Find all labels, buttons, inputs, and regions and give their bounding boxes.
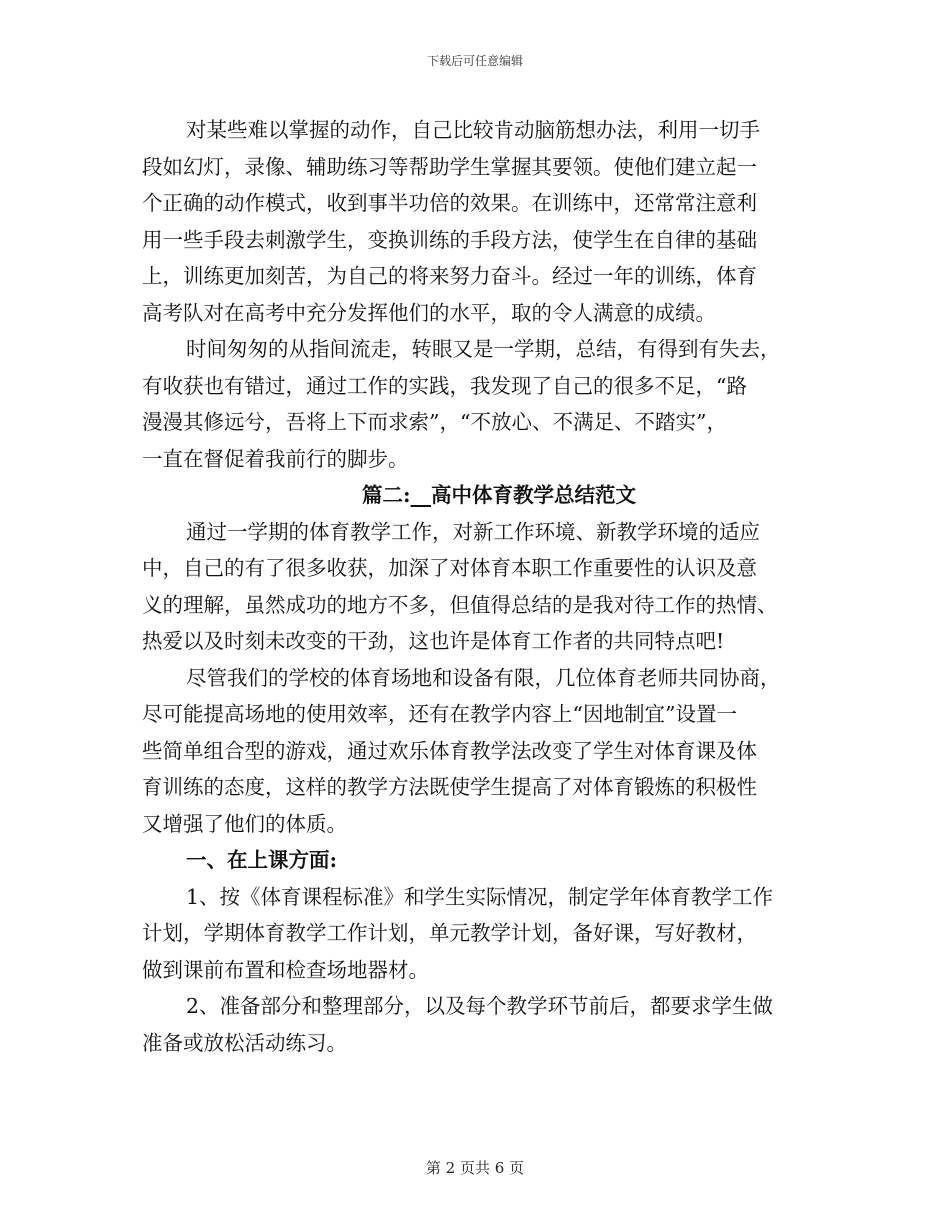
paragraph-line: 尽管我们的学校的体育场地和设备有限，几位体育老师共同协商， [186, 665, 781, 690]
paragraph-line: 中，自己的有了很多收获，加深了对体育本职工作重要性的认识及意 [142, 556, 757, 580]
paragraph-line: 一直在督促着我前行的脚步。 [142, 446, 409, 471]
paragraph-line: 些简单组合型的游戏，通过欢乐体育教学法改变了学生对体育课及体 [142, 738, 757, 763]
paragraph-line: 用一些手段去刺激学生，变换训练的手段方法，使学生在自律的基础 [142, 227, 757, 252]
paragraph-line: 上，训练更加刻苦，为自己的将来努力奋斗。经过一年的训练，体育 [142, 264, 757, 288]
paragraph-line: 又增强了他们的体质。 [142, 811, 347, 836]
paragraph-line: 热爱以及时刻未改变的干劲，这也许是体育工作者的共同特点吧! [142, 629, 725, 653]
page-footer: 第 2 页共 6 页 [425, 1159, 525, 1177]
paragraph-line: 计划，学期体育教学工作计划，单元教学计划，备好课，写好教材， [142, 921, 757, 945]
section-title-main: 高中体育教学总结范文 [431, 483, 637, 507]
paragraph-line: 育训练的态度，这样的教学方法既使学生提高了对体育锻炼的积极性 [142, 775, 757, 799]
paragraph-line: 做到课前布置和检查场地器材。 [142, 957, 429, 982]
paragraph-line: 1、按《体育课程标准》和学生实际情况，制定学年体育教学工作 [186, 884, 774, 909]
paragraph-line: 通过一学期的体育教学工作，对新工作环境、新教学环境的适应 [186, 519, 760, 544]
paragraph-line: 个正确的动作模式，收到事半功倍的效果。在训练中，还常常注意利 [142, 191, 757, 215]
document-body [142, 112, 812, 1061]
subsection-heading: 一、在上课方面: [186, 848, 338, 872]
paragraph-line: 高考队对在高考中充分发挥他们的水平，取的令人满意的成绩。 [142, 300, 716, 325]
paragraph-line: 尽可能提高场地的使用效率，还有在教学内容上“因地制宜”设置一 [142, 702, 737, 726]
section-title-prefix: 篇二: [361, 483, 411, 507]
section-title-underline: __ [410, 483, 432, 507]
paragraph-line: 漫漫其修远兮，吾将上下而求索”，“不放心、不满足、不踏实”， [142, 410, 727, 434]
paragraph-line: 准备或放松活动练习。 [142, 1030, 347, 1055]
paragraph-line: 2、准备部分和整理部分，以及每个教学环节前后，都要求学生做 [186, 994, 774, 1018]
paragraph-line: 有收获也有错过，通过工作的实践，我发现了自己的很多不足，“路 [142, 373, 747, 398]
page-header: 下载后可任意编辑 [426, 54, 523, 68]
paragraph-line: 义的理解，虽然成功的地方不多，但值得总结的是我对待工作的热情、 [142, 592, 778, 617]
section-title [142, 477, 812, 514]
paragraph-line: 段如幻灯，录像、辅助练习等帮助学生掌握其要领。使他们建立起一 [142, 154, 757, 179]
paragraph-line: 时间匆匆的从指间流走，转眼又是一学期，总结，有得到有失去， [186, 337, 781, 361]
paragraph-line: 对某些难以掌握的动作，自己比较肯动脑筋想办法，利用一切手 [186, 118, 760, 142]
